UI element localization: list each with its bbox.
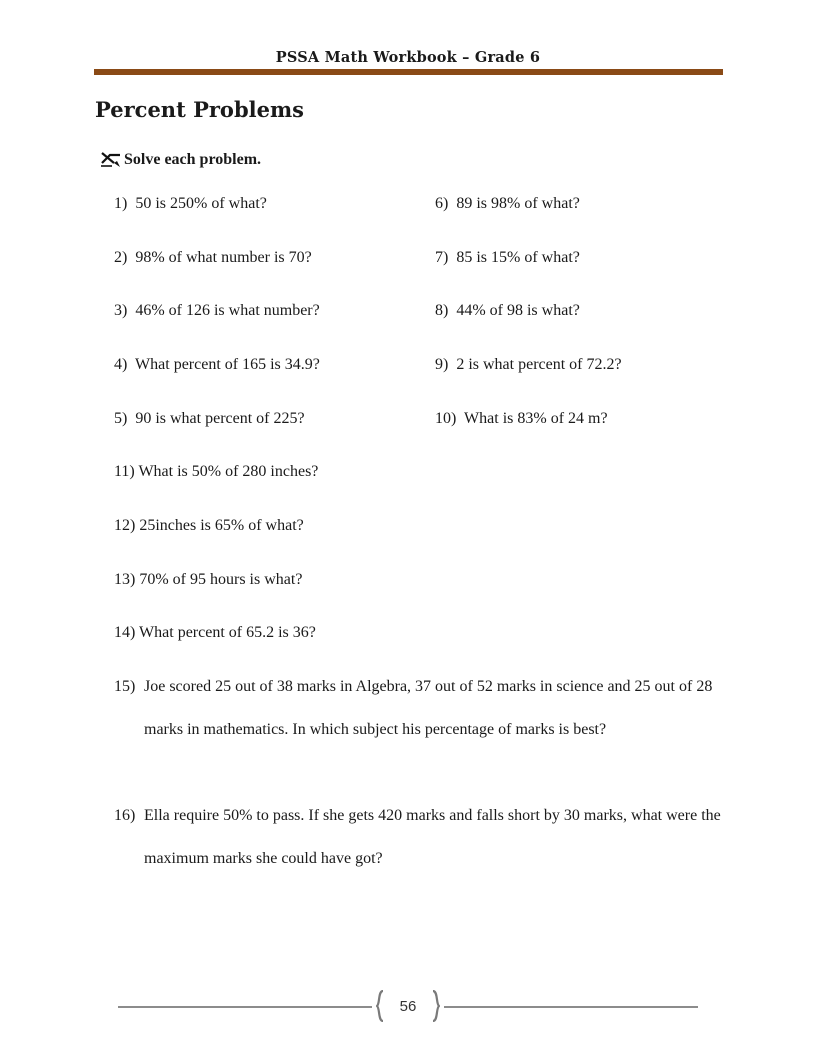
question-text: 98% of what number is 70? — [135, 249, 312, 266]
question-6 — [435, 194, 580, 214]
question-number: 1) — [114, 195, 128, 212]
question-number: 7) — [435, 249, 449, 266]
question-text: 44% of 98 is what? — [456, 302, 580, 319]
section-title: Percent Problems — [95, 97, 305, 122]
question-3 — [114, 301, 320, 321]
header-title: PSSA Math Workbook – Grade 6 — [275, 49, 541, 66]
question-text: Joe scored 25 out of 38 marks in Algebra, 37 out of 52 marks in science and 25 out of 28 marks in mathematics. In which subject his percentage of marks is best? — [144, 678, 713, 738]
question-12 — [114, 516, 304, 536]
question-11 — [114, 462, 318, 482]
header-rule — [94, 69, 723, 75]
question-number: 5) — [114, 410, 128, 427]
question-text: 25inches is 65% of what? — [139, 517, 304, 534]
question-text: What percent of 165 is 34.9? — [135, 356, 320, 373]
question-text: 2 is what percent of 72.2? — [456, 356, 622, 373]
question-number: 9) — [435, 356, 449, 373]
question-text: What is 50% of 280 inches? — [138, 463, 319, 480]
question-10 — [435, 409, 608, 429]
instruction — [100, 150, 261, 170]
question-14 — [114, 623, 316, 643]
left-bracket-icon — [376, 990, 384, 1022]
question-number: 8) — [435, 302, 449, 319]
question-number: 15) — [114, 678, 136, 695]
question-1 — [114, 194, 267, 214]
footer-rule-left — [118, 1006, 372, 1008]
question-text: What is 83% of 24 m? — [464, 410, 608, 427]
instruction-text: Solve each problem. — [124, 151, 262, 168]
question-4 — [114, 355, 320, 375]
question-text: 70% of 95 hours is what? — [139, 571, 303, 588]
pencil-icon — [100, 150, 122, 170]
question-2 — [114, 248, 312, 268]
question-number: 2) — [114, 249, 128, 266]
question-number: 11) — [114, 463, 135, 480]
right-bracket-icon — [432, 990, 440, 1022]
question-number: 3) — [114, 302, 128, 319]
question-13 — [114, 570, 302, 590]
question-number: 12) — [114, 517, 136, 534]
question-number: 13) — [114, 571, 136, 588]
question-number: 6) — [435, 195, 449, 212]
footer-rule-right — [444, 1006, 698, 1008]
question-text: 46% of 126 is what number? — [135, 302, 320, 319]
page-number: 56 — [399, 998, 417, 1015]
question-text: What percent of 65.2 is 36? — [139, 624, 316, 641]
question-number: 10) — [435, 410, 457, 427]
question-7 — [435, 248, 580, 268]
question-15 — [114, 665, 724, 751]
question-9 — [435, 355, 622, 375]
question-text: 89 is 98% of what? — [456, 195, 580, 212]
question-8 — [435, 301, 580, 321]
question-text: 85 is 15% of what? — [456, 249, 580, 266]
question-text: 90 is what percent of 225? — [135, 410, 305, 427]
question-number: 4) — [114, 356, 128, 373]
question-text: Ella require 50% to pass. If she gets 420 marks and falls short by 30 marks, what were the maximum marks she could have got? — [144, 807, 721, 867]
question-number: 16) — [114, 807, 136, 824]
question-16 — [114, 794, 724, 880]
question-number: 14) — [114, 624, 136, 641]
question-5 — [114, 409, 305, 429]
question-text: 50 is 250% of what? — [135, 195, 267, 212]
